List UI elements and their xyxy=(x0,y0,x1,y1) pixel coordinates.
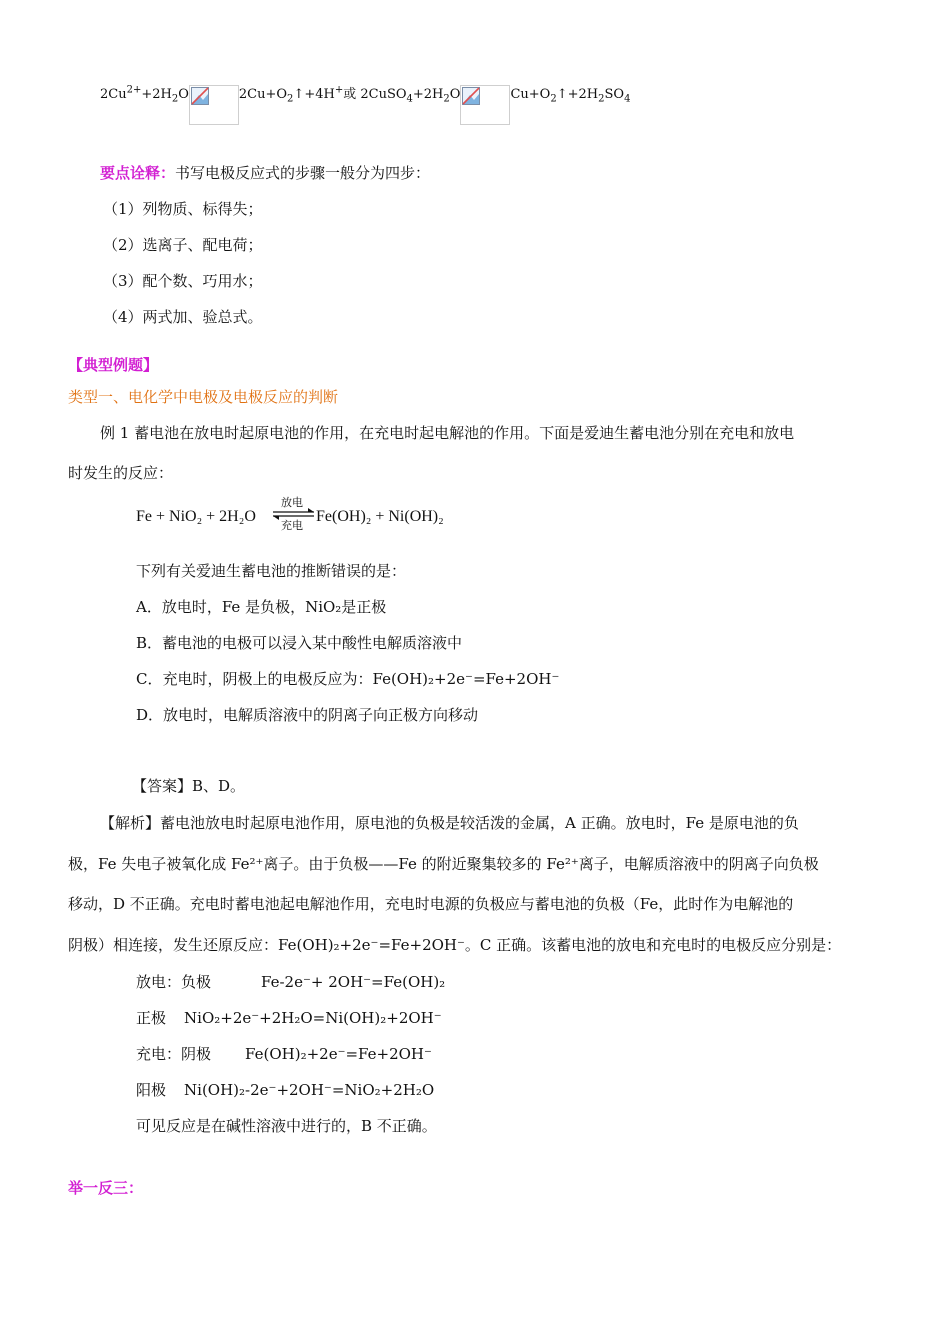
analysis-conclusion: 可见反应是在碱性溶液中进行的，B 不正确。 xyxy=(136,1117,437,1135)
answer: 【答案】B、D。 xyxy=(132,777,246,795)
key-point-step: （2）选离子、配电荷； xyxy=(103,236,263,254)
option-a: A．放电时，Fe 是负极，NiO₂是正极 xyxy=(136,598,387,616)
electrode-reaction-row: 充电：阴极 Fe(OH)₂+2e⁻=Fe+2OH⁻ xyxy=(136,1045,432,1063)
examples-heading: 【典型例题】 xyxy=(68,356,159,374)
key-point-step: （3）配个数、巧用水； xyxy=(103,272,263,290)
equation-label-discharge: 放电 xyxy=(281,496,303,509)
analysis-line: 阴极）相连接，发生还原反应：Fe(OH)₂+2e⁻=Fe+2OH⁻。C 正确。该蓄电池的放电和充电时的电极反应分别是： xyxy=(68,936,842,954)
electrolysis-reaction-line: $2Cu^{2+}+2H_2O$ $2Cu+O_2↑+4H^+$或 $2CuSO_4+2H_2O$ $Cu+O_2↑+2H_2SO_4$ xyxy=(100,85,630,125)
key-points-label: 要点诠释： xyxy=(100,164,176,182)
equation-right: Fe(OH)₂ + Ni(OH)₂ xyxy=(316,508,444,525)
key-point-step: （4）两式加、验总式。 xyxy=(103,308,263,326)
analysis-line: 【解析】蓄电池放电时起原电池作用，原电池的负极是较活泼的金属，A 正确。放电时，Fe 是原电池的负 xyxy=(100,814,799,832)
broken-image-icon xyxy=(460,85,510,125)
option-b: B．蓄电池的电极可以浸入某中酸性电解质溶液中 xyxy=(136,634,463,652)
example1-question: 下列有关爱迪生蓄电池的推断错误的是： xyxy=(136,562,407,580)
example1-line2: 时发生的反应： xyxy=(68,464,174,482)
electrode-reaction-row: 放电：负极 Fe-2e⁻+ 2OH⁻=Fe(OH)₂ xyxy=(136,973,446,991)
equation-left: Fe + NiO₂ + 2H₂O xyxy=(136,508,256,525)
option-d: D．放电时，电解质溶液中的阴离子向正极方向移动 xyxy=(136,706,479,724)
analysis-line: 极，Fe 失电子被氧化成 Fe²⁺离子。由于负极——Fe 的附近聚集较多的 Fe²⁺离子，电解质溶液中的阴离子向负极 xyxy=(68,855,819,873)
practice-heading: 举一反三： xyxy=(68,1179,144,1197)
example1-line1: 例 1 蓄电池在放电时起原电池的作用，在充电时起电解池的作用。下面是爱迪生蓄电池分别在充电和放电 xyxy=(100,424,795,442)
reaction-equation xyxy=(136,494,466,534)
equation-label-charge: 充电 xyxy=(281,519,303,532)
analysis-line: 移动，D 不正确。充电时蓄电池起电解池作用，充电时电源的负极应与蓄电池的负极（Fe，此时作为电解池的 xyxy=(68,895,794,913)
key-point-step: （1）列物质、标得失； xyxy=(103,200,263,218)
electrode-reaction-row: 阳极 Ni(OH)₂-2e⁻+2OH⁻=NiO₂+2H₂O xyxy=(136,1081,435,1099)
key-points-intro: 要点诠释：书写电极反应式的步骤一般分为四步： xyxy=(100,164,431,182)
type1-heading: 类型一、电化学中电极及电极反应的判断 xyxy=(68,388,339,406)
option-c: C．充电时，阴极上的电极反应为：Fe(OH)₂+2e⁻=Fe+2OH⁻ xyxy=(136,670,560,688)
electrode-reaction-row: 正极 NiO₂+2e⁻+2H₂O=Ni(OH)₂+2OH⁻ xyxy=(136,1009,442,1027)
broken-image-icon xyxy=(189,85,239,125)
